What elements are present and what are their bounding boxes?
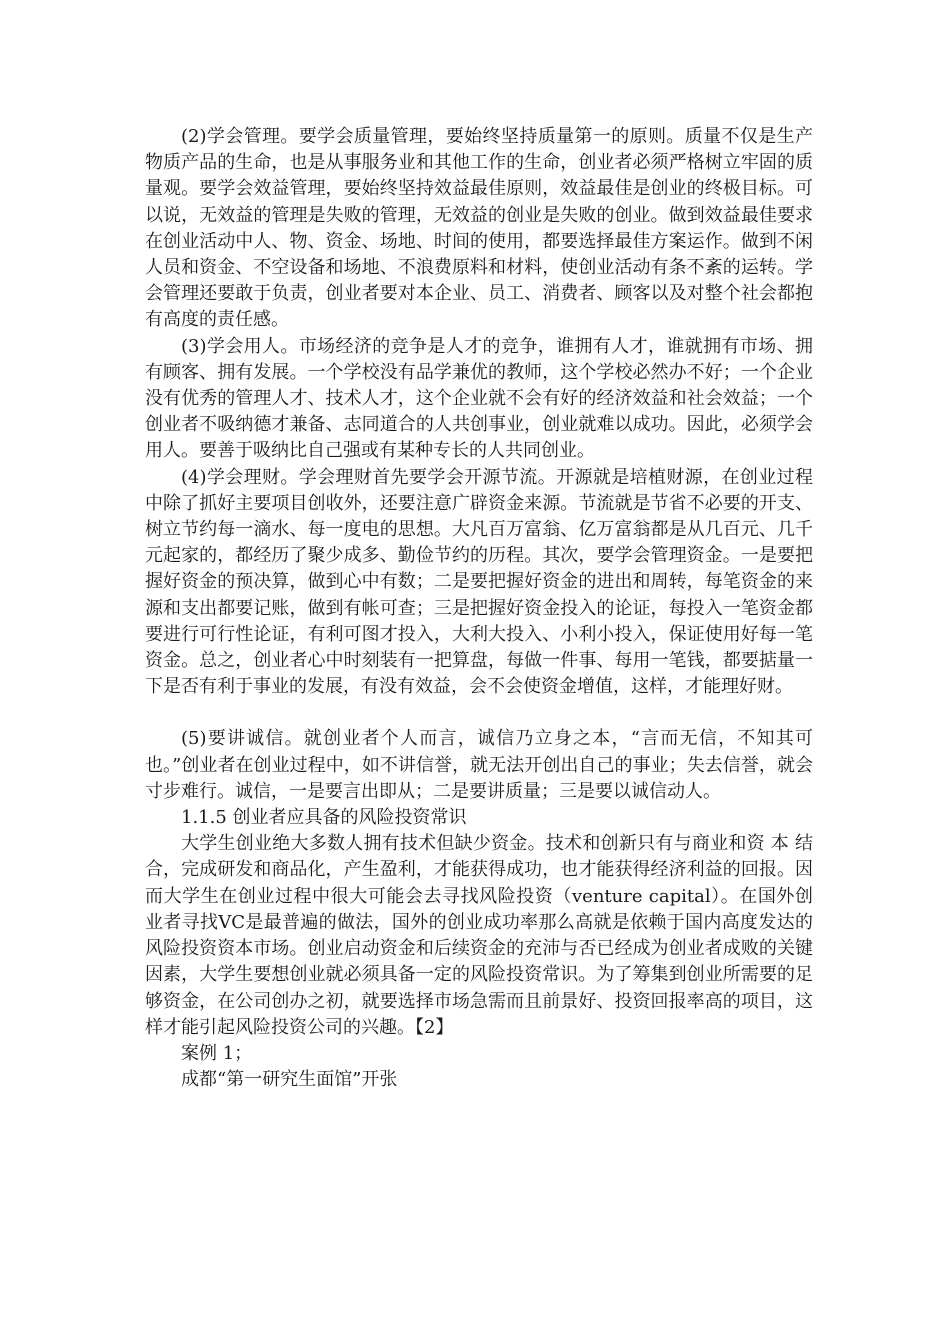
document-page bbox=[145, 124, 813, 1093]
case-label: 案例 1； bbox=[181, 1042, 253, 1064]
section-heading: 1.1.5 创业者应具备的风险投资常识 bbox=[181, 807, 467, 829]
paragraph-learn-employing: (3)学会用人。市场经济的竞争是人才的竞争，谁拥有人才，谁就拥有市场、拥有顾客、拥有发展。一个学校没有品学兼优的教师，这个学校必然办不好；一个企业没有优秀的管理人才、技术人才，这个企业就不会有好的经济效益和社会效益；一个创业者不吸纳德才兼备、志同道合的人共创事业，创业就难以成功。因此，必须学会用人。要善于吸纳比自己强或有某种专长的人共同创业。 bbox=[145, 335, 813, 462]
paragraph-learn-management: (2)学会管理。要学会质量管理，要始终坚持质量第一的原则。质量不仅是生产物质产品的生命，也是从事服务业和其他工作的生命，创业者必须严格树立牢固的质量观。要学会效益管理，要始终坚持效益最佳原则，效益最佳是创业的终极目标。可以说，无效益的管理是失败的管理，无效益的创业是失败的创业。做到效益最佳要求在创业活动中人、物、资金、场地、时间的使用，都要选择最佳方案运作。做到不闲人员和资金、不空设备和场地、不浪费原料和材料，使创业活动有条不紊的运转。学会管理还要敢于负责，创业者要对本企业、员工、消费者、顾客以及对整个社会都抱有高度的责任感。 bbox=[145, 126, 813, 331]
case-title: 成都“第一研究生面馆”开张 bbox=[181, 1069, 398, 1091]
paragraph-integrity: (5)要讲诚信。就创业者个人而言，诚信乃立身之本，“言而无信，不知其可也。”创业者在创业过程中，如不讲信誉，就无法开创出自己的事业；失去信誉，就会寸步难行。诚信，一是要言出即从；二是要讲质量；三是要以诚信动人。 bbox=[145, 728, 813, 802]
paragraph-learn-finance: (4)学会理财。学会理财首先要学会开源节流。开源就是培植财源，在创业过程中除了抓好主要项目创收外，还要注意广辟资金来源。节流就是节省不必要的开支、树立节约每一滴水、每一度电的思想。大凡百万富翁、亿万富翁都是从几百元、几千元起家的，都经历了聚少成多、勤俭节约的历程。其次，要学会管理资金。一是要把握好资金的预决算，做到心中有数；二是要把握好资金的进出和周转，每笔资金的来源和支出都要记账，做到有帐可查；三是把握好资金投入的论证，每投入一笔资金都要进行可行性论证，有利可图才投入，大利大投入、小利小投入，保证使用好每一笔资金。总之，创业者心中时刻装有一把算盘，每做一件事、每用一笔钱，都要掂量一下是否有利于事业的发展，有没有效益，会不会使资金增值，这样，才能理好财。 bbox=[145, 466, 813, 698]
paragraph-venture-capital: 大学生创业绝大多数人拥有技术但缺少资金。技术和创新只有与商业和资 本 结 合，完成研发和商品化，产生盈利，才能获得成功，也才能获得经济利益的回报。因而大学生在创业过程中很大可能会去寻找风险投资（venture capital）。在国外创业者寻找VC是最普遍的做法，国外的创业成功率那么高就是依赖于国内高度发达的风险投资资本市场。创业启动资金和后续资金的充沛与否已经成为创业者成败的关键因素，大学生要想创业就必须具备一定的风险投资常识。为了筹集到创业所需要的足够资金，在公司创办之初，就要选择市场急需而且前景好、投资回报率高的项目，这样才能引起风险投资公司的兴趣。【2】 bbox=[145, 833, 813, 1038]
